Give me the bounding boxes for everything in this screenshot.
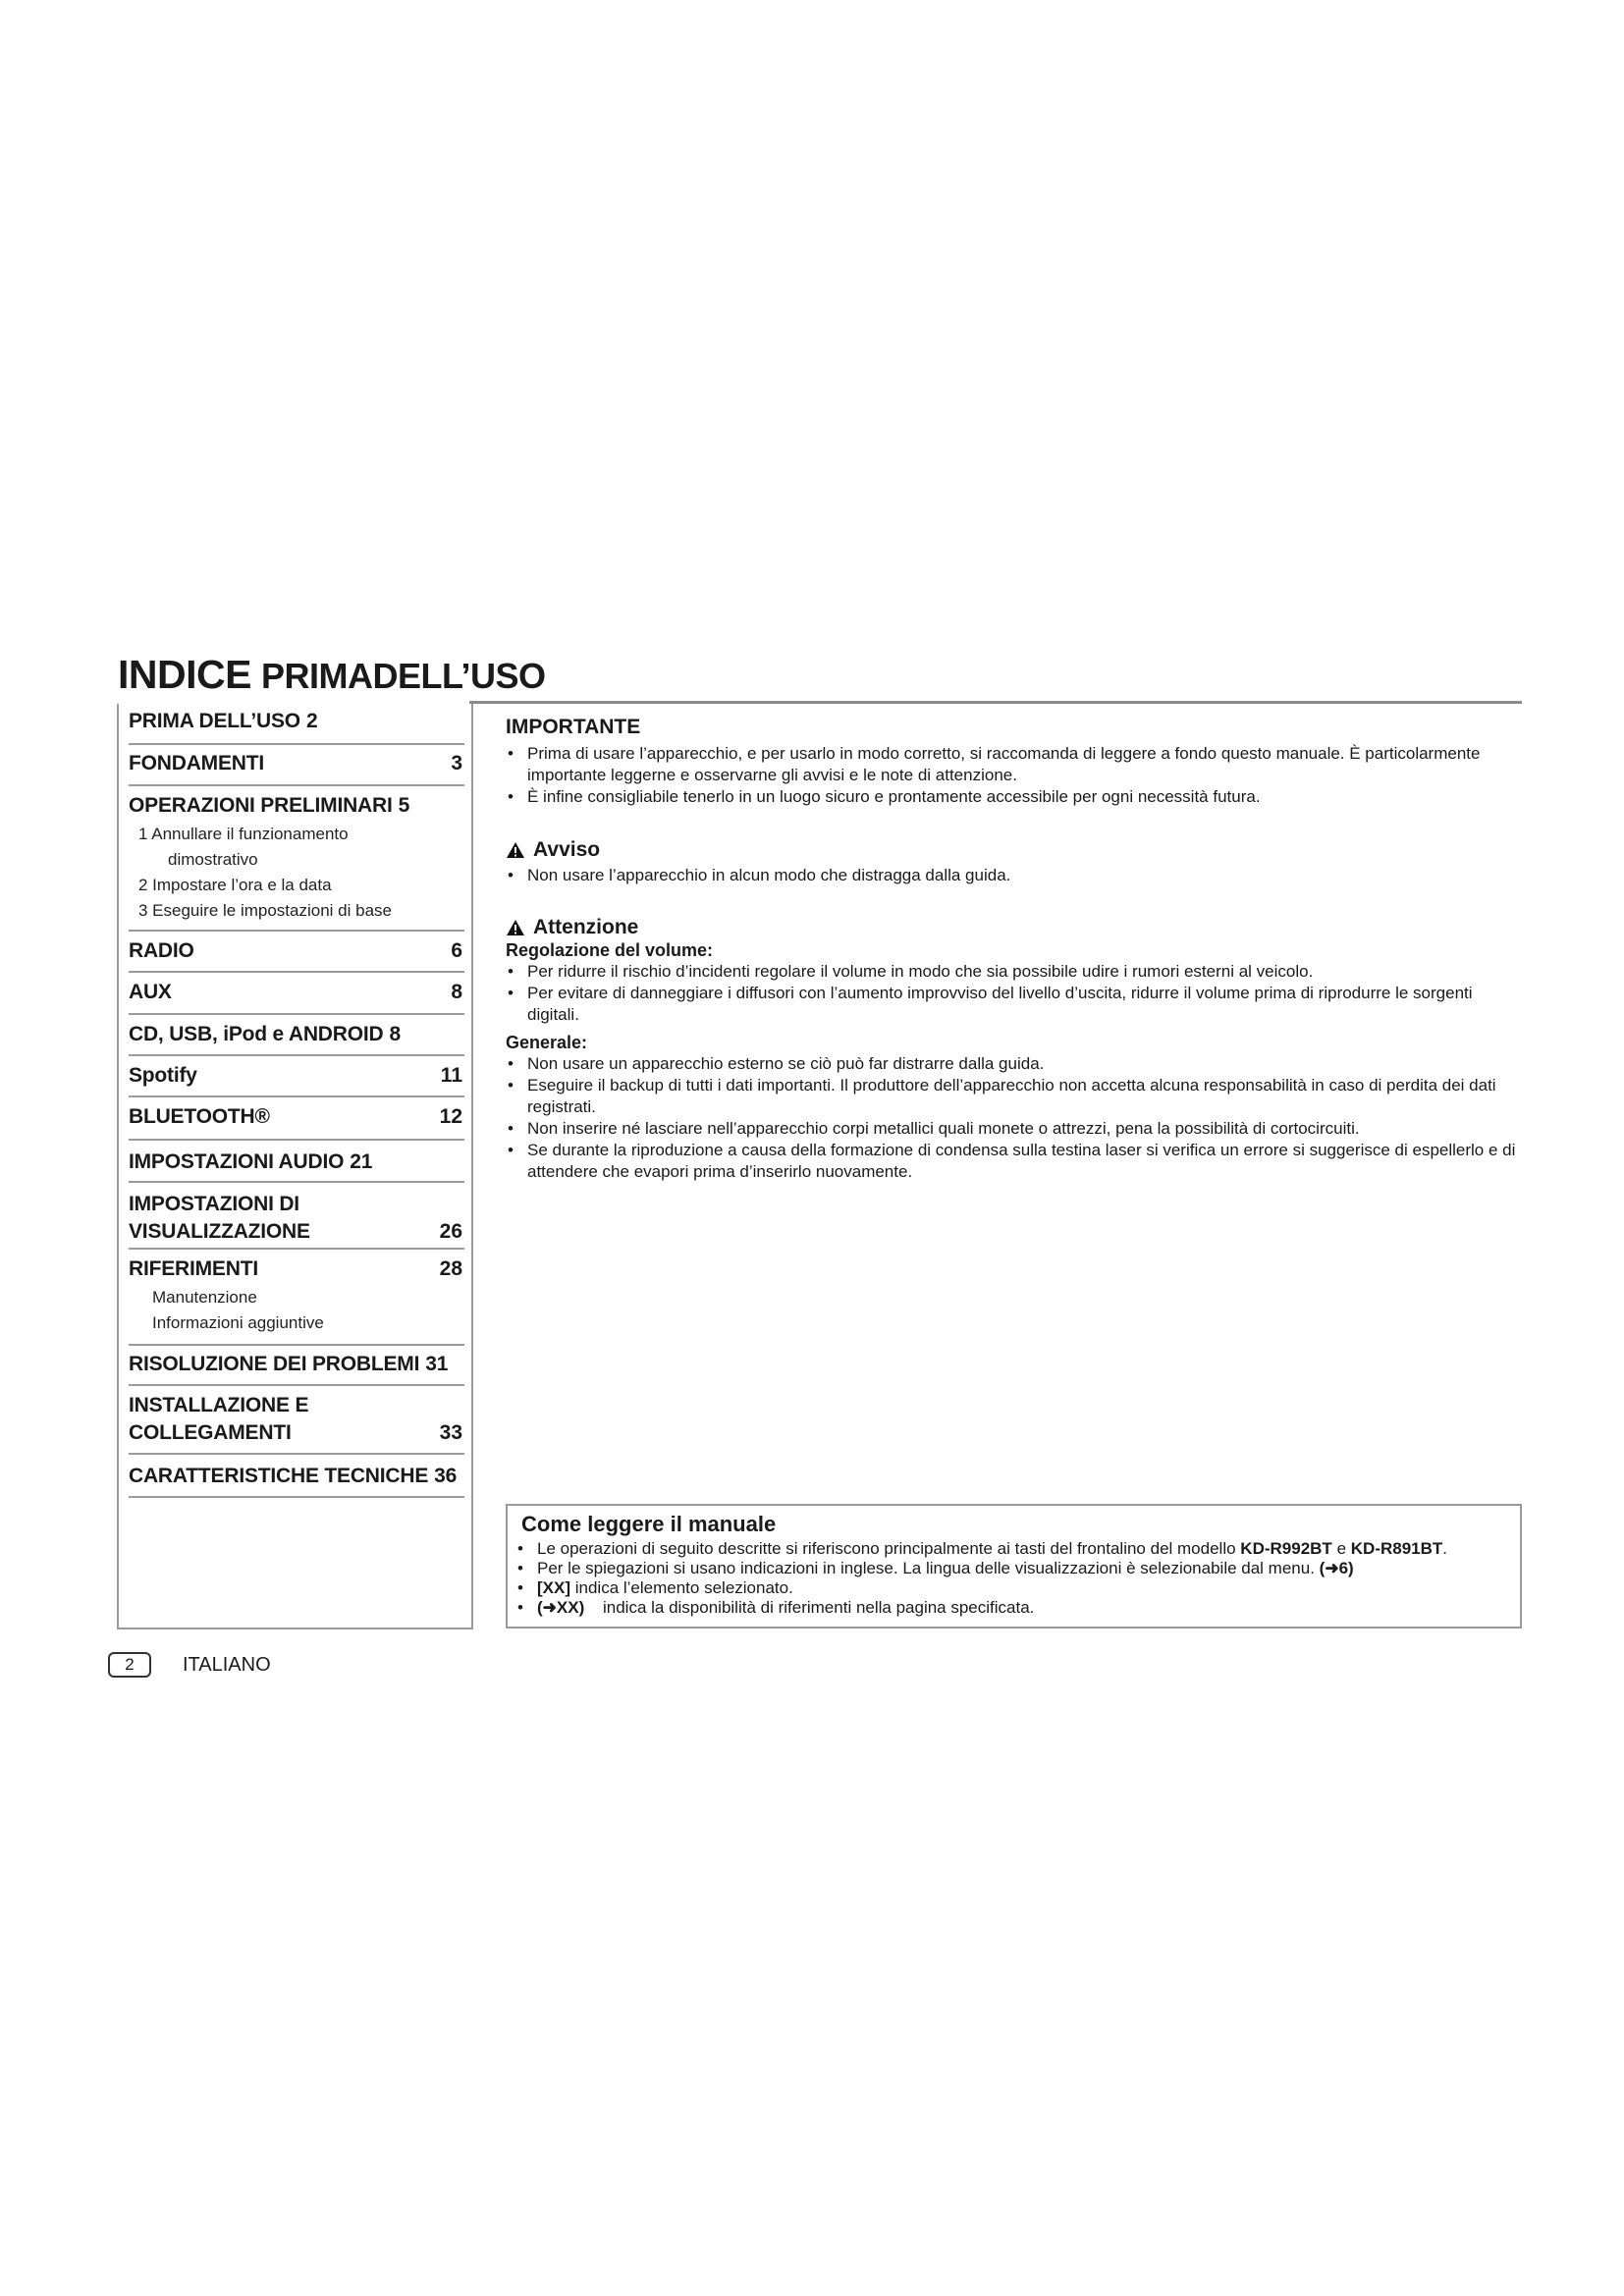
toc-page: 8 <box>389 1023 401 1045</box>
toc-subitem[interactable]: 2 Impostare l’ora e la data <box>138 876 332 894</box>
toc-label: CARATTERISTICHE TECNICHE <box>129 1465 429 1487</box>
reference-notation: (➜XX) <box>537 1598 585 1617</box>
volume-bullet: • Per ridurre il rischio d’incidenti regolare il volume in modo che sia possibile udire i rumori esterni al veicolo. <box>506 961 1527 983</box>
general-bullet: • Non inserire né lasciare nell’apparecchio corpi metallici quali monete o attrezzi, pena la possibilità di cortocircuiti. <box>506 1118 1527 1140</box>
general-bullet: • Non usare un apparecchio esterno se ciò può far distrarre dalla guida. <box>506 1053 1527 1075</box>
howto-bullet <box>515 1578 1510 1598</box>
toc-page: 28 <box>439 1257 462 1280</box>
toc-page: 33 <box>439 1421 462 1444</box>
toc-item-prima-delluso[interactable] <box>129 704 464 745</box>
toc-page: 8 <box>451 981 462 1003</box>
toc-label: IMPOSTAZIONI DI <box>129 1193 299 1215</box>
howto-text: e <box>1336 1539 1347 1558</box>
toc-label: RIFERIMENTI <box>129 1257 258 1280</box>
page-number: 2 <box>108 1652 151 1678</box>
important-heading: IMPORTANTE <box>506 716 641 738</box>
important-bullet: • È infine consigliabile tenerlo in un luogo sicuro e prontamente accessibile per ogni necessità futura. <box>506 786 1527 808</box>
key-notation: [XX] <box>537 1578 570 1597</box>
toc-item-riferimenti[interactable] <box>129 1248 464 1346</box>
toc-page: 26 <box>439 1220 462 1243</box>
toc-label: RADIO <box>129 939 194 962</box>
toc-page: 21 <box>350 1150 373 1173</box>
toc-subitem-continuation: dimostrativo <box>168 850 258 869</box>
toc-item-operazioni-preliminari[interactable] <box>129 784 464 932</box>
howto-text: Le operazioni di seguito descritte si riferiscono principalmente ai tasti del frontalino del modello <box>537 1539 1236 1558</box>
toc-subitem[interactable]: 3 Eseguire le impostazioni di base <box>138 901 392 920</box>
toc-item-caratteristiche[interactable] <box>129 1453 464 1498</box>
toc-subitem[interactable]: 1 Annullare il funzionamento <box>138 825 349 843</box>
page-reference[interactable]: (➜6) <box>1319 1559 1354 1577</box>
important-bullet: • Prima di usare l’apparecchio, e per usarlo in modo corretto, si raccomanda di leggere a fondo questo manuale. È particolarmente importante leggerne e osservarne gli avvisi e le note di attenzione. <box>506 743 1527 786</box>
toc-item-risoluzione-problemi[interactable] <box>129 1344 464 1386</box>
toc-label: CD, USB, iPod e ANDROID <box>129 1023 384 1045</box>
toc-label: RISOLUZIONE DEI PROBLEMI <box>129 1353 420 1375</box>
caution-heading <box>506 916 1527 939</box>
howto-bullet <box>515 1559 1510 1578</box>
howto-text: Per le spiegazioni si usano indicazioni in inglese. La lingua delle visualizzazioni è selezionabile dal menu. <box>537 1559 1315 1577</box>
toc-item-impostazioni-audio[interactable] <box>129 1139 464 1183</box>
toc-page: 5 <box>398 794 410 817</box>
how-to-read-box <box>506 1504 1522 1629</box>
toc-page: 3 <box>451 752 462 774</box>
toc-item-aux[interactable] <box>129 971 464 1015</box>
toc-label-line2: VISUALIZZAZIONE <box>129 1220 310 1243</box>
language-label: ITALIANO <box>183 1653 271 1676</box>
model-name: KD-R992BT <box>1240 1539 1332 1558</box>
toc-label: FONDAMENTI <box>129 752 264 774</box>
toc-page: 2 <box>305 710 318 732</box>
howto-text: . <box>1442 1539 1448 1558</box>
toc-item-impostazioni-visualizzazione[interactable] <box>129 1181 464 1250</box>
volume-bullet: • Per evitare di danneggiare i diffusori con l’aumento improvviso del livello d’uscita, ridurre il volume prima di riprodurre le sorgenti digitali. <box>506 983 1527 1026</box>
volume-subheading: Regolazione del volume: <box>506 940 714 960</box>
toc-item-cd-usb[interactable] <box>129 1013 464 1056</box>
page-footer <box>108 1652 271 1678</box>
general-subheading: Generale: <box>506 1033 588 1052</box>
page-title <box>118 652 545 698</box>
warning-bullet: • Non usare l’apparecchio in alcun modo che distragga dalla guida. <box>506 865 1527 886</box>
howto-bullet <box>515 1598 1510 1618</box>
general-bullet: • Se durante la riproduzione a causa della formazione di condensa sulla testina laser si verifica un errore si suggerisce di espellerlo e di attendere che evapori prima d’inserirlo nuovamente. <box>506 1140 1527 1183</box>
toc-label: IMPOSTAZIONI AUDIO <box>129 1150 345 1173</box>
caution-heading-text: Attenzione <box>533 916 639 938</box>
how-to-read-heading: Come leggere il manuale <box>521 1512 777 1536</box>
index-title: INDICE <box>118 652 251 697</box>
toc-page: 12 <box>439 1105 462 1128</box>
howto-text: indica la disponibilità di riferimenti nella pagina specificata. <box>602 1598 1035 1617</box>
toc-page: 31 <box>425 1353 449 1375</box>
toc-label: BLUETOOTH® <box>129 1105 270 1128</box>
warning-icon <box>506 841 525 859</box>
table-of-contents <box>117 704 473 1629</box>
toc-page: 11 <box>440 1064 462 1087</box>
general-bullet: • Eseguire il backup di tutti i dati importanti. Il produttore dell’apparecchio non accetta alcuna responsabilità in caso di perdita dei dati registrati. <box>506 1075 1527 1118</box>
warning-heading <box>506 835 1527 865</box>
toc-label-line2: COLLEGAMENTI <box>129 1421 292 1444</box>
toc-label: OPERAZIONI PRELIMINARI <box>129 794 393 817</box>
toc-page: 6 <box>451 939 462 962</box>
warning-heading-text: Avviso <box>533 838 601 861</box>
toc-label: INSTALLAZIONE E <box>129 1394 309 1416</box>
model-name: KD-R891BT <box>1350 1539 1443 1558</box>
howto-text: indica l’elemento selezionato. <box>574 1578 793 1597</box>
toc-page: 36 <box>434 1465 458 1487</box>
toc-item-installazione[interactable] <box>129 1384 464 1455</box>
toc-subitem[interactable]: Informazioni aggiuntive <box>152 1313 324 1332</box>
toc-item-spotify[interactable] <box>129 1054 464 1097</box>
toc-label: AUX <box>129 981 172 1003</box>
toc-label: PRIMA DELL’USO <box>129 710 300 732</box>
caution-icon <box>506 919 525 936</box>
toc-item-radio[interactable] <box>129 930 464 973</box>
title-divider <box>469 701 1522 704</box>
toc-subitem[interactable]: Manutenzione <box>152 1288 257 1307</box>
toc-item-bluetooth[interactable] <box>129 1095 464 1141</box>
howto-bullet <box>515 1539 1510 1559</box>
toc-item-fondamenti[interactable] <box>129 743 464 786</box>
main-content <box>506 716 1527 1183</box>
section-title: PRIMADELL’USO <box>260 656 546 696</box>
toc-label: Spotify <box>129 1064 197 1087</box>
